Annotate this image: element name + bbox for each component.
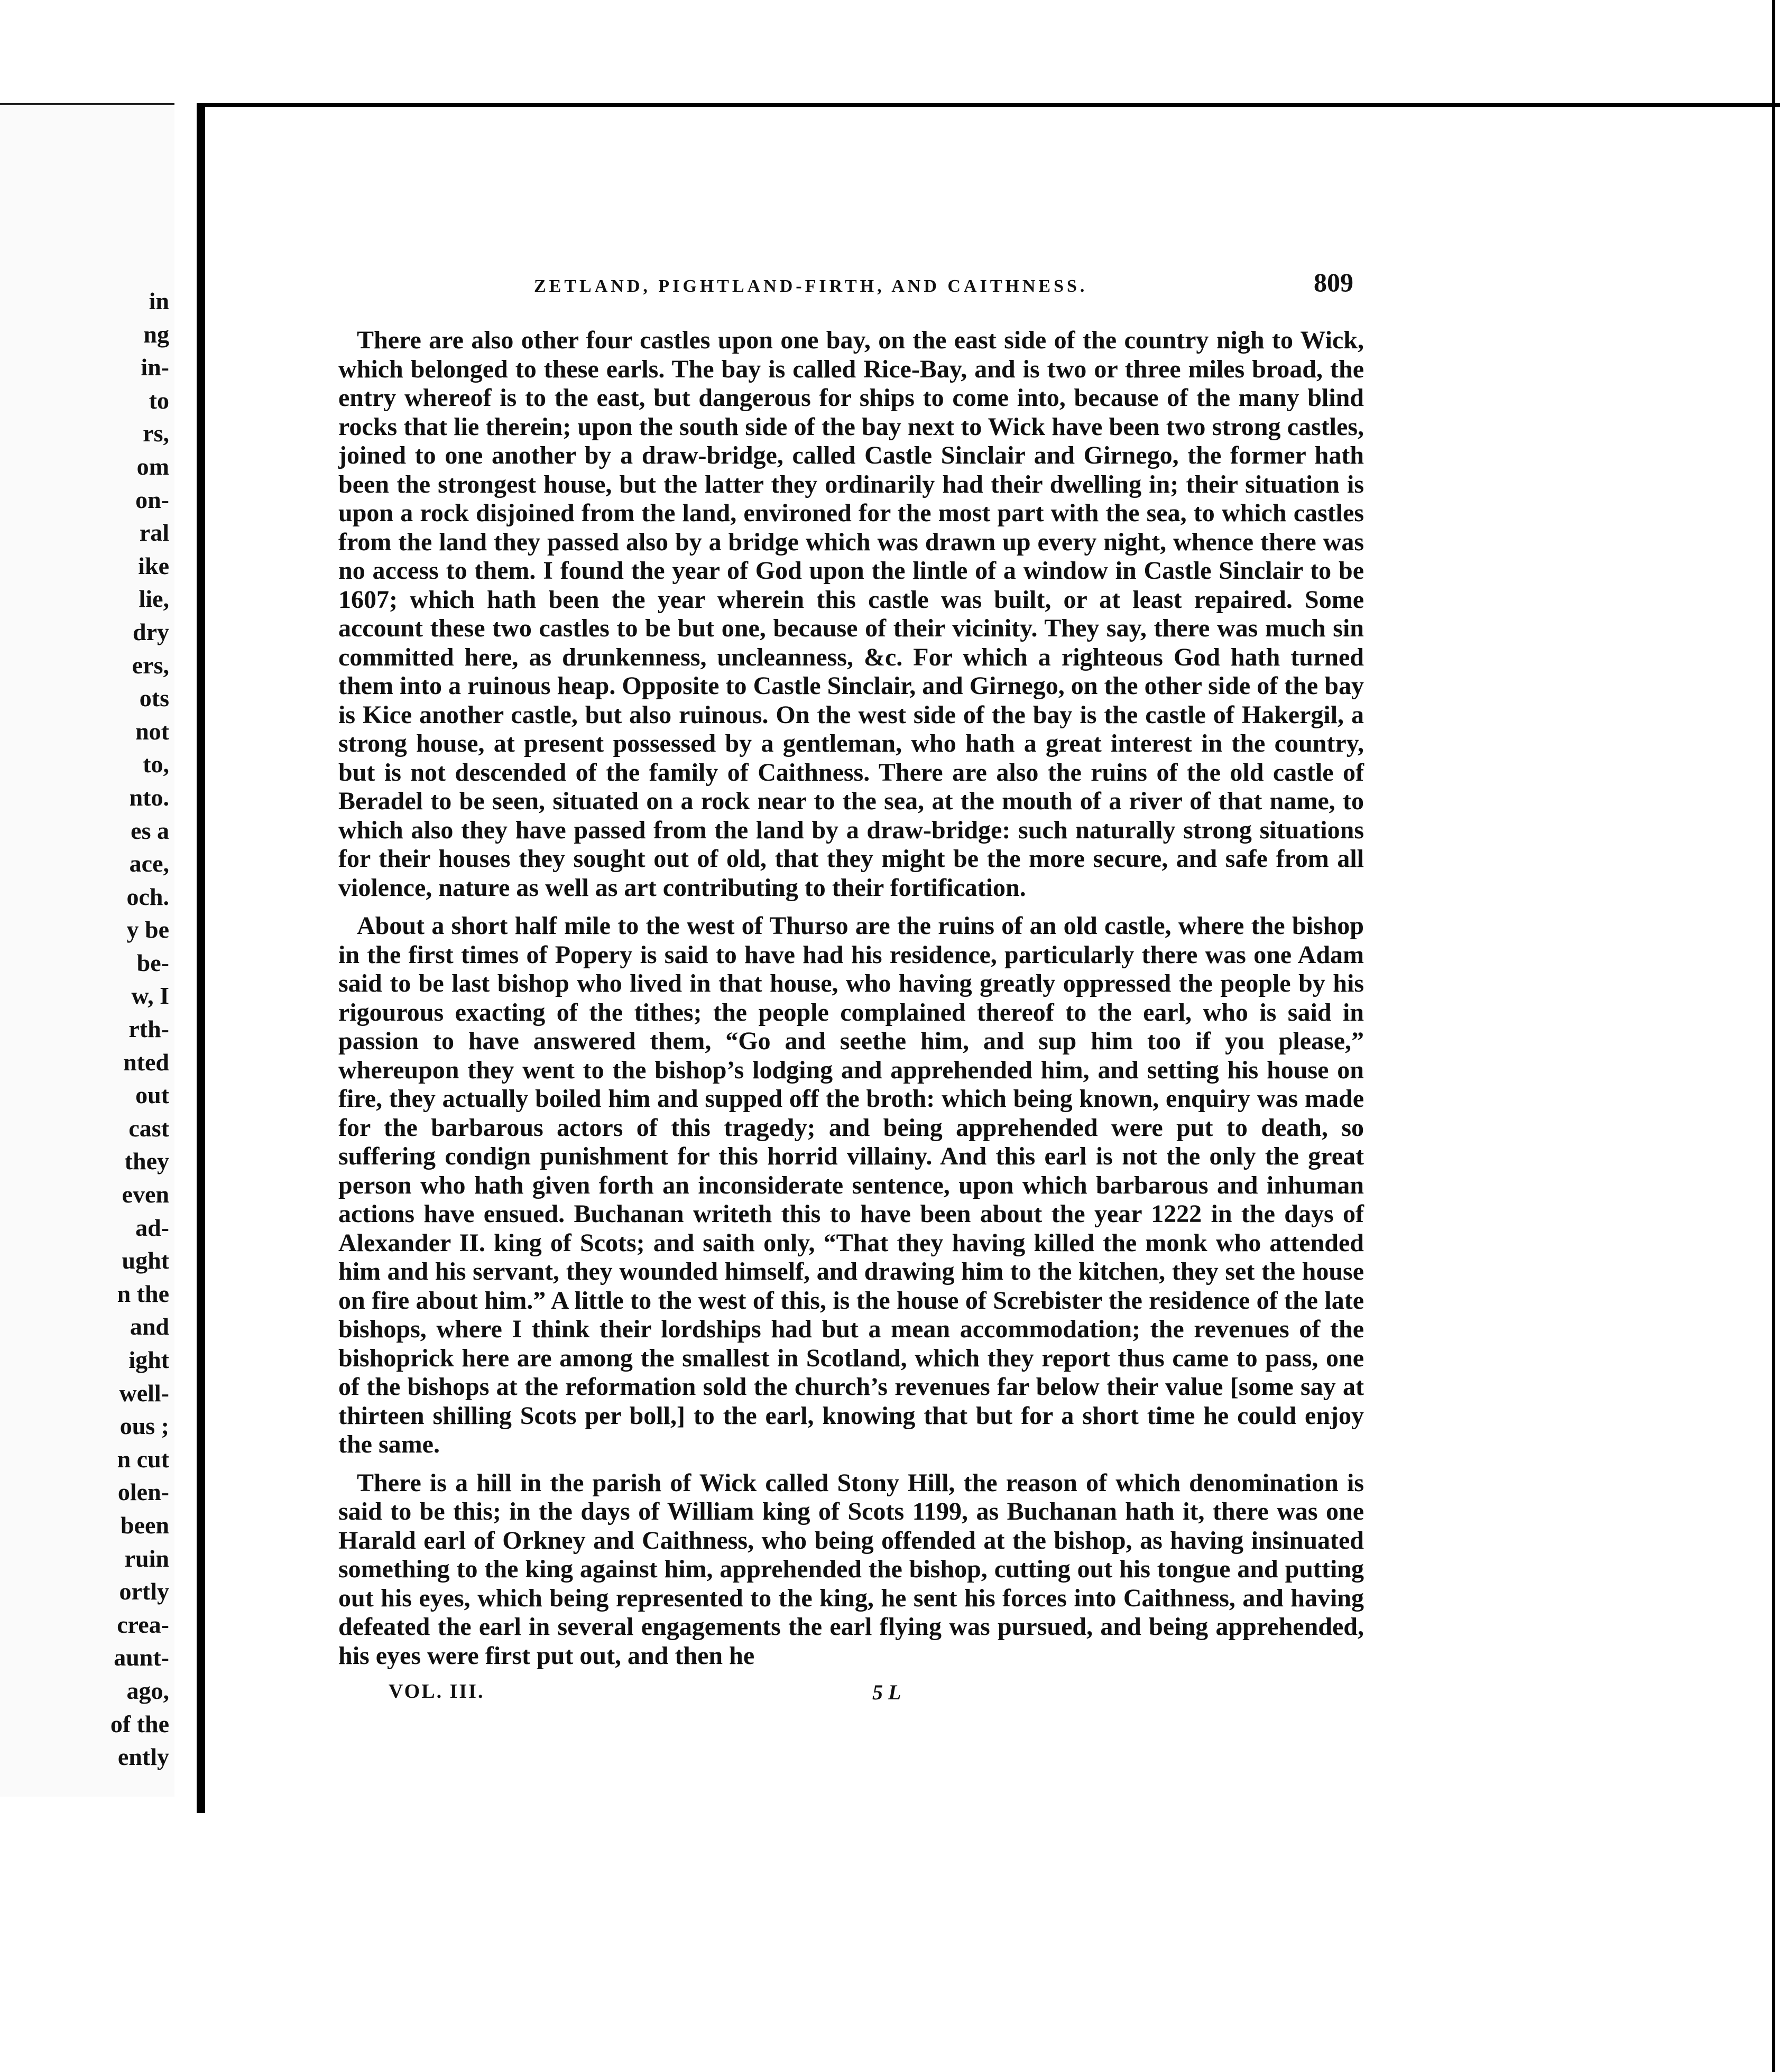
- previous-page-fragment: och.: [126, 883, 169, 910]
- previous-page-fragment: be-: [136, 949, 169, 976]
- paragraph-thurso: About a short half mile to the west of Thurso are the ruins of an old castle, where the bishop in the first times of Popery is said to have had his residence, particularly there was one Adam said to be last bishop who lived in that house, who having greatly oppressed the people by his rigourous exacting of the tithes; the people complained thereof to the earl, who is said in passion to have answered them, “Go and seethe him, and sup him too if you please,” whereupon they went to the bishop’s lodging and apprehended him, and setting his house on fire, they actually boiled him and supped off the broth: which being known, enquiry was made for the barbarous actors of this tragedy; and being apprehended were put to death, so suffering condign punishment for this horrid villainy. And this earl is not the only the great person who hath given forth an inconsiderate sentence, upon which barbarous and inhuman actions have ensued. Buchanan writeth this to have been about the year 1222 in the days of Alexander II. king of Scots; and saith only, “That they having killed the monk who attended him and his servant, they wounded himself, and drawing him to the kitchen, they set the house on fire about him.” A little to the west of this, is the house of Screbister the residence of the late bishops, where I think their lordships had but a mean accommodation; the revenues of the bishoprick here are among the smallest in Scotland, which they report thus came to pass, one of the bishops at the reformation sold the church’s revenues far below their value [some say at thirteen shilling Scots per boll,] to the earl, knowing that but for a short time he could enjoy the same.: [338, 912, 1364, 1458]
- previous-page-fragment: ace,: [129, 850, 169, 877]
- previous-page-fragment: ad-: [135, 1214, 169, 1241]
- signature-mark: 5 L: [872, 1680, 901, 1704]
- previous-page-fragment: to,: [143, 751, 169, 778]
- previous-page-fragment: rth-: [128, 1015, 169, 1043]
- previous-page-fragment: and: [130, 1313, 169, 1340]
- previous-page-fragment: ago,: [126, 1677, 169, 1704]
- previous-page-fragment: ral: [139, 519, 169, 547]
- page-border-right: [1772, 0, 1775, 2072]
- previous-page-fragment: dry: [133, 618, 169, 645]
- previous-page-fragment: om: [136, 452, 169, 480]
- previous-page-fragment: n cut: [117, 1445, 169, 1473]
- previous-page-fragment: ight: [128, 1346, 169, 1373]
- volume-label: VOL. III.: [389, 1680, 485, 1703]
- page-footer: [338, 1680, 1364, 1712]
- previous-page-fragment: ous ;: [119, 1412, 169, 1440]
- previous-page-fragment: ently: [117, 1743, 169, 1771]
- previous-page-fragment: ortly: [119, 1578, 169, 1605]
- previous-page-fragment: of the: [110, 1710, 169, 1737]
- previous-page-fragment: crea-: [117, 1611, 169, 1638]
- running-head: [338, 267, 1364, 304]
- previous-page-fragment: ots: [139, 684, 169, 712]
- paragraph-stony-hill: There is a hill in the parish of Wick called Stony Hill, the reason of which denomination is said to be this; in the days of William king of Scots 1199, as Buchanan hath it, there was one Harald earl of Orkney and Caithness, who being offended at the bishop, as having insinuated something to the king against him, apprehended the bishop, cutting out his tongue and putting out his eyes, which being represented to the king, he sent his forces into Caithness, and having defeated the earl in several engagements the earl flying was pursued, and being apprehended, his eyes were first put out, and then he: [338, 1468, 1364, 1670]
- previous-page-fragment: ike: [138, 552, 169, 579]
- previous-page-fragment: even: [122, 1181, 169, 1208]
- previous-page-fragment: ng: [143, 320, 169, 348]
- previous-page-fragment: out: [135, 1081, 169, 1109]
- previous-page-fragments: [110, 285, 169, 1774]
- previous-page-fragment: nted: [123, 1048, 169, 1076]
- previous-page-fragment: in: [149, 288, 169, 314]
- previous-page-fragment: cast: [128, 1114, 169, 1142]
- page-number: 809: [1314, 267, 1353, 297]
- page-border-top: [197, 103, 1780, 107]
- previous-page-fragment: been: [121, 1511, 169, 1539]
- previous-page-fragment: nto.: [129, 783, 169, 811]
- previous-page-fragment: to: [149, 386, 169, 414]
- previous-page-fragment: rs,: [143, 420, 169, 447]
- page-border-left: [197, 106, 205, 1813]
- previous-page-fragment: in-: [141, 354, 169, 381]
- previous-page-fragment: y be: [126, 916, 169, 944]
- previous-page-fragment: n the: [117, 1280, 169, 1307]
- previous-page-fragment: well-: [119, 1379, 169, 1407]
- previous-page-fragment: on-: [135, 486, 169, 513]
- previous-page-fragment: ruin: [124, 1544, 169, 1572]
- previous-page-fragment: ers,: [132, 651, 169, 679]
- previous-page-fragment: es a: [131, 817, 169, 844]
- running-title: ZETLAND, PIGHTLAND-FIRTH, AND CAITHNESS.: [534, 276, 1088, 296]
- previous-page-fragment: not: [135, 717, 169, 745]
- previous-page-edge: [0, 103, 174, 1797]
- previous-page-fragment: they: [124, 1148, 169, 1175]
- previous-page-fragment: aunt-: [114, 1644, 169, 1671]
- previous-page-fragment: ught: [122, 1247, 169, 1274]
- previous-page-fragment: olen-: [117, 1478, 169, 1506]
- paragraph-castles: There are also other four castles upon one bay, on the east side of the country nigh to Wick, which belonged to these earls. The bay is called Rice-Bay, and is two or three miles broad, the entry whereof is to the east, but dangerous for ships to come into, because of the many blind rocks that lie therein; upon the south side of the bay next to Wick have been two strong castles, joined to one another by a draw-bridge, called Castle Sinclair and Girnego, the former hath been the strongest house, but the latter they ordinarily had their dwelling in; their situation is upon a rock disjoined from the land, environed for the most part with the sea, to which castles from the land they passed also by a bridge which was drawn up every night, whence there was no access to them. I found the year of God upon the lintle of a window in Castle Sinclair to be 1607; which hath been the year wherein this castle was built, or at least repaired. Some account these two castles to be but one, because of their vicinity. They say, there was much sin committed here, as drunkenness, uncleanness, &c. For which a righteous God hath turned them into a ruinous heap. Opposite to Castle Sinclair, and Girnego, on the other side of the bay is Kice another castle, but also ruinous. On the west side of the bay is the castle of Hakergil, a strong house, at present possessed by a gentleman, who hath a great interest in the country, but is not descended of the family of Caithness. There are also the ruins of the old castle of Beradel to be seen, situated on a rock near to the sea, at the mouth of a river of that name, to which also they have passed from the land by a draw-bridge: such naturally strong situations for their houses they sought out of old, that they might be the more secure, and safe from all violence, nature as well as art contributing to their fortification.: [338, 326, 1364, 902]
- book-page: [338, 267, 1364, 1712]
- previous-page-fragment: w, I: [131, 982, 169, 1010]
- previous-page-fragment: lie,: [139, 585, 169, 613]
